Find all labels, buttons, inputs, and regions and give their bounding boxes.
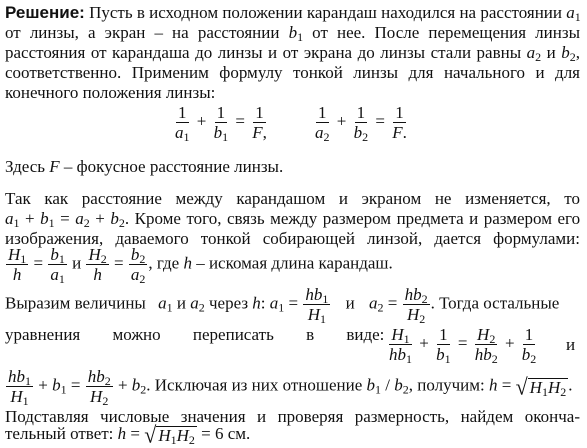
paragraph-1-line-5: конечного положения линзы: <box>5 83 216 102</box>
fraction: $\frac{b_2}{a_2}$ <box>130 245 146 286</box>
fraction: $\frac{hb_2}{H_2}$ <box>404 285 428 326</box>
fraction: $\frac{b_1}{a_1}$ <box>50 245 65 286</box>
fraction: $\frac{1}{b_2}$ <box>353 103 369 144</box>
rewritten-equation: $\frac{H_1}{hb_1}$ + $\frac{1}{b_1}$ = $\frac{H_2}{hb_2}$ + $\frac{1}{b_2}$ <box>389 325 537 366</box>
fraction: $\frac{H_1}{h}$ <box>8 245 27 284</box>
fraction: $\frac{H_1}{hb_1}$ <box>389 325 412 366</box>
fraction: $\frac{hb_1}{H_1}$ <box>305 285 329 326</box>
paragraph-1-line-1: Решение: Пусть в исходном положении карандаш находился на расстоянии $a_1$ <box>5 3 581 24</box>
paragraph-1-line-3: расстояния от карандаша до линзы и от экрана до линзы стали равны $a_2$ и $b_2$, <box>5 43 581 64</box>
conjunction: и <box>566 335 576 354</box>
paragraph-1-line-2: от линзы, а экран – на расстоянии $b_1$ от нее. После перемещения линзы <box>5 23 580 44</box>
paragraph-4-line-3: $\frac{hb_1}{H_1}$ + $b_1$ = $\frac{hb_2}{H_2}$ + $b_2$. Исключая из них отношение $b_1 / b_2$, получим: h = √ $H_1H_2$ . <box>8 367 573 408</box>
fraction: $\frac{hb_1}{H_1}$ <box>8 367 31 408</box>
magnification-formulas: $\frac{H_1}{h}$ = $\frac{b_1}{a_1}$ и $\frac{H_2}{h}$ = $\frac{b_2}{a_2}$ , где h – искомая длина карандаш. <box>8 245 393 286</box>
paragraph-3-line-3: изображения, даваемого тонкой собирающей линзой, дается формулами: <box>5 229 580 248</box>
fraction: $\frac{1}{F.}$ <box>392 103 407 142</box>
paragraph-5-line-1: Подставляя числовые значения и проверяя размерность, найдем оконча- <box>5 407 580 426</box>
fraction: $\frac{1}{b_1}$ <box>213 103 229 144</box>
square-root: √ $H_1H_2$ <box>515 372 567 400</box>
fraction: $\frac{1}{F,}$ <box>252 103 267 142</box>
paragraph-5-line-2: тельный ответ: h = √ $H_1H_2$ = 6 см. <box>5 421 251 448</box>
text: Пусть в исходном положении карандаш находился на расстоянии <box>89 3 562 22</box>
solution-label: Решение: <box>5 3 85 22</box>
fraction: $\frac{1}{a_1}$ <box>175 103 190 144</box>
paragraph-1-line-4: соответственно. Применим формулу тонкой линзы для начального и для <box>5 63 580 82</box>
paragraph-2: Здесь F – фокусное расстояние линзы. <box>5 157 284 176</box>
fraction: $\frac{1}{b_2}$ <box>521 325 537 366</box>
lens-equation-initial: $\frac{1}{a_1}$ + $\frac{1}{b_1}$ = $\frac{1}{F,}$ <box>175 103 267 144</box>
square-root: √ $H_1H_2$ <box>144 421 195 448</box>
paragraph-4-line-2: уравнения можно переписать в виде: <box>5 325 385 344</box>
fraction: $\frac{1}{b_1}$ <box>436 325 451 366</box>
fraction: $\frac{1}{a_2}$ <box>315 103 330 144</box>
lens-equation-final: $\frac{1}{a_2}$ + $\frac{1}{b_2}$ = $\frac{1}{F.}$ <box>315 103 407 144</box>
paragraph-3-line-2: $a_1 + b_1 = a_2 + b_2$. Кроме того, связь между размером предмета и размером его <box>5 209 581 230</box>
fraction: $\frac{H_2}{h}$ <box>88 245 107 284</box>
fraction: $\frac{H_2}{hb_2}$ <box>474 325 498 366</box>
paragraph-3-line-1: Так как расстояние между карандашом и экраном не изменяется, то <box>5 189 580 208</box>
fraction: $\frac{hb_2}{H_2}$ <box>87 367 111 408</box>
paragraph-4-line-1: Выразим величины $a_1$ и $a_2$ через h: $a_1$ = $\frac{hb_1}{H_1}$ и $a_2$ = $\frac{hb_2}{H_2}$ . Тогда остальные <box>5 285 560 326</box>
